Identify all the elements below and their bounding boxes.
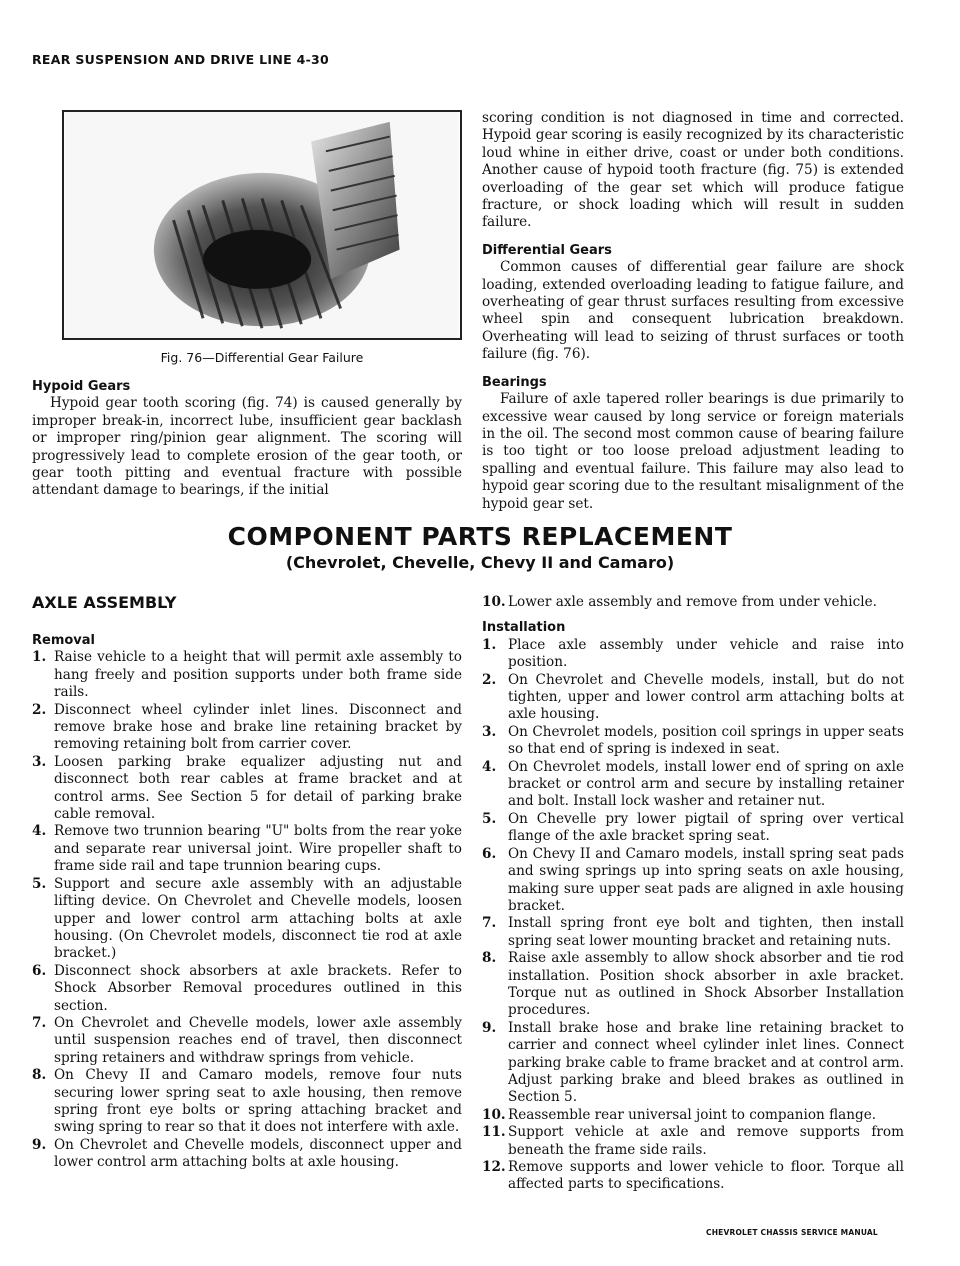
list-item: 8. On Chevy II and Camaro models, remove four nuts securing lower spring seat to axle housing, then remove spring front eye bolts or spring attaching bracket and swing spring to rear so that it does not interfere with axle. [32,1067,462,1136]
list-item: 1. Raise vehicle to a height that will permit axle assembly to hang freely and position supports under both frame side rails. [32,649,462,701]
list-item: 4. On Chevrolet models, install lower end of spring on axle bracket or control arm and secure by installing retainer and bolt. Install lock washer and retainer nut. [482,758,904,810]
axle-assembly-heading: AXLE ASSEMBLY [32,593,177,612]
hypoid-continued-text: scoring condition is not diagnosed in time and corrected. Hypoid gear scoring is easily recognized by its characteristic loud whine in either drive, coast or under both conditions. Another cause of hypoid tooth fracture (fig. 75) is extended overloading of the gear set which will produce fatigue fracture, or shock loading which will result in sudden failure. [482,110,904,231]
list-item: 6. On Chevy II and Camaro models, install spring seat pads and swing springs up into spring seats on axle housing, making sure upper seat pads are aligned in axle housing bracket. [482,845,904,914]
differential-gears-heading: Differential Gears [482,242,612,258]
component-parts-subtitle: (Chevrolet, Chevelle, Chevy II and Camaro) [285,553,675,572]
installation-heading: Installation [482,620,566,636]
hypoid-gears-heading: Hypoid Gears [32,379,131,394]
removal-heading: Removal [32,633,96,648]
page-footer: CHEVROLET CHASSIS SERVICE MANUAL [706,1228,878,1237]
page-header: REAR SUSPENSION AND DRIVE LINE 4-30 [32,52,330,67]
list-item: 5. On Chevelle pry lower pigtail of spring over vertical flange of the axle bracket spring seat. [482,810,904,845]
list-item: 1. Place axle assembly under vehicle and raise into position. [482,636,904,671]
list-item: 10. Reassemble rear universal joint to companion flange. [482,1106,877,1123]
differential-gears-text: Common causes of differential gear failure are shock loading, extended overloading leading to fatigue failure, and overheating of gear thrust surfaces resulting from excessive wheel spin and consequent lubrication breakdown. Overheating will lead to seizing of thrust surfaces or tooth failure (fig. 76). [482,259,904,363]
bearings-heading: Bearings [482,374,547,390]
list-item: 7. Install spring front eye bolt and tighten, then install spring seat lower mounting bracket and retaining nuts. [482,915,904,949]
removal-steps-list [32,649,462,1171]
bearings-text: Failure of axle tapered roller bearings is due primarily to excessive wear caused by long service or foreign materials in the oil. The second most common cause of bearing failure is too tight or too loose preload adjustment leading to spalling and eventual failure. This failure may also lead to hypoid gear scoring due to the resultant misalignment of the hypoid gear set. [482,391,904,512]
figure-differential-gear [62,110,462,340]
list-item: 6. Disconnect shock absorbers at axle brackets. Refer to Shock Absorber Removal procedures outlined in this section. [32,962,462,1014]
list-item: 9. Install brake hose and brake line retaining bracket to carrier and connect wheel cylinder inlet lines. Connect parking brake cable to frame bracket and at control arm. Adjust parking brake and bleed brakes as outlined in Section 5. [482,1019,904,1106]
list-item: 5. Support and secure axle assembly with an adjustable lifting device. On Chevrolet and Chevelle models, loosen upper and lower control arm attaching bolts at axle housing. (On Chevrolet models, disconnect tie rod at axle bracket.) [32,875,462,962]
list-item: 10. Lower axle assembly and remove from under vehicle. [482,594,877,610]
figure-caption: Fig. 76—Differential Gear Failure [160,350,364,365]
list-item: 4. Remove two trunnion bearing "U" bolts from the rear yoke and separate rear universal joint. Wire propeller shaft to frame side rail and tape trunnion bearing cups. [32,823,462,875]
installation-steps-list [482,637,904,1194]
removal-step-10-list [482,594,904,611]
list-item: 11. Support vehicle at axle and remove supports from beneath the frame side rails. [482,1124,904,1158]
list-item: 3. On Chevrolet models, position coil springs in upper seats so that end of spring is indexed in seat. [482,723,904,758]
hypoid-gears-section [32,378,462,500]
list-item: 12. Remove supports and lower vehicle to floor. Torque all affected parts to specifications. [482,1159,904,1193]
list-item: 2. Disconnect wheel cylinder inlet lines. Disconnect and remove brake hose and brake line retaining bracket by removing retaining bolt from carrier cover. [32,701,462,753]
removal-section [32,632,462,1172]
right-column-top [482,110,904,513]
list-item: 3. Loosen parking brake equalizer adjusting nut and disconnect both rear cables at frame bracket and at control arms. See Section 5 for detail of parking brake cable removal. [32,753,462,823]
list-item: 2. On Chevrolet and Chevelle models, install, but do not tighten, upper and lower control arm attaching bolts at axle housing. [482,671,904,723]
component-parts-title: COMPONENT PARTS REPLACEMENT [227,522,733,551]
list-item: 8. Raise axle assembly to allow shock absorber and tie rod installation. Position shock absorber in axle bracket. Torque nut as outlined in Shock Absorber Installation procedures. [482,950,904,1019]
list-item: 7. On Chevrolet and Chevelle models, lower axle assembly until suspension reaches end of travel, then disconnect spring retainers and withdraw springs from vehicle. [32,1014,462,1066]
gear-illustration [64,112,460,338]
list-item: 9. On Chevrolet and Chevelle models, disconnect upper and lower control arm attaching bolts at axle housing. [32,1136,462,1171]
hypoid-gears-text: Hypoid gear tooth scoring (fig. 74) is caused generally by improper break-in, incorrect lube, insufficient gear backlash or improper ring/pinion gear alignment. The scoring will progressively lead to complete erosion of the gear tooth, or gear tooth pitting and eventual fracture with possible attendant damage to bearings, if the initial [32,395,462,499]
right-column-bottom [482,594,904,1194]
